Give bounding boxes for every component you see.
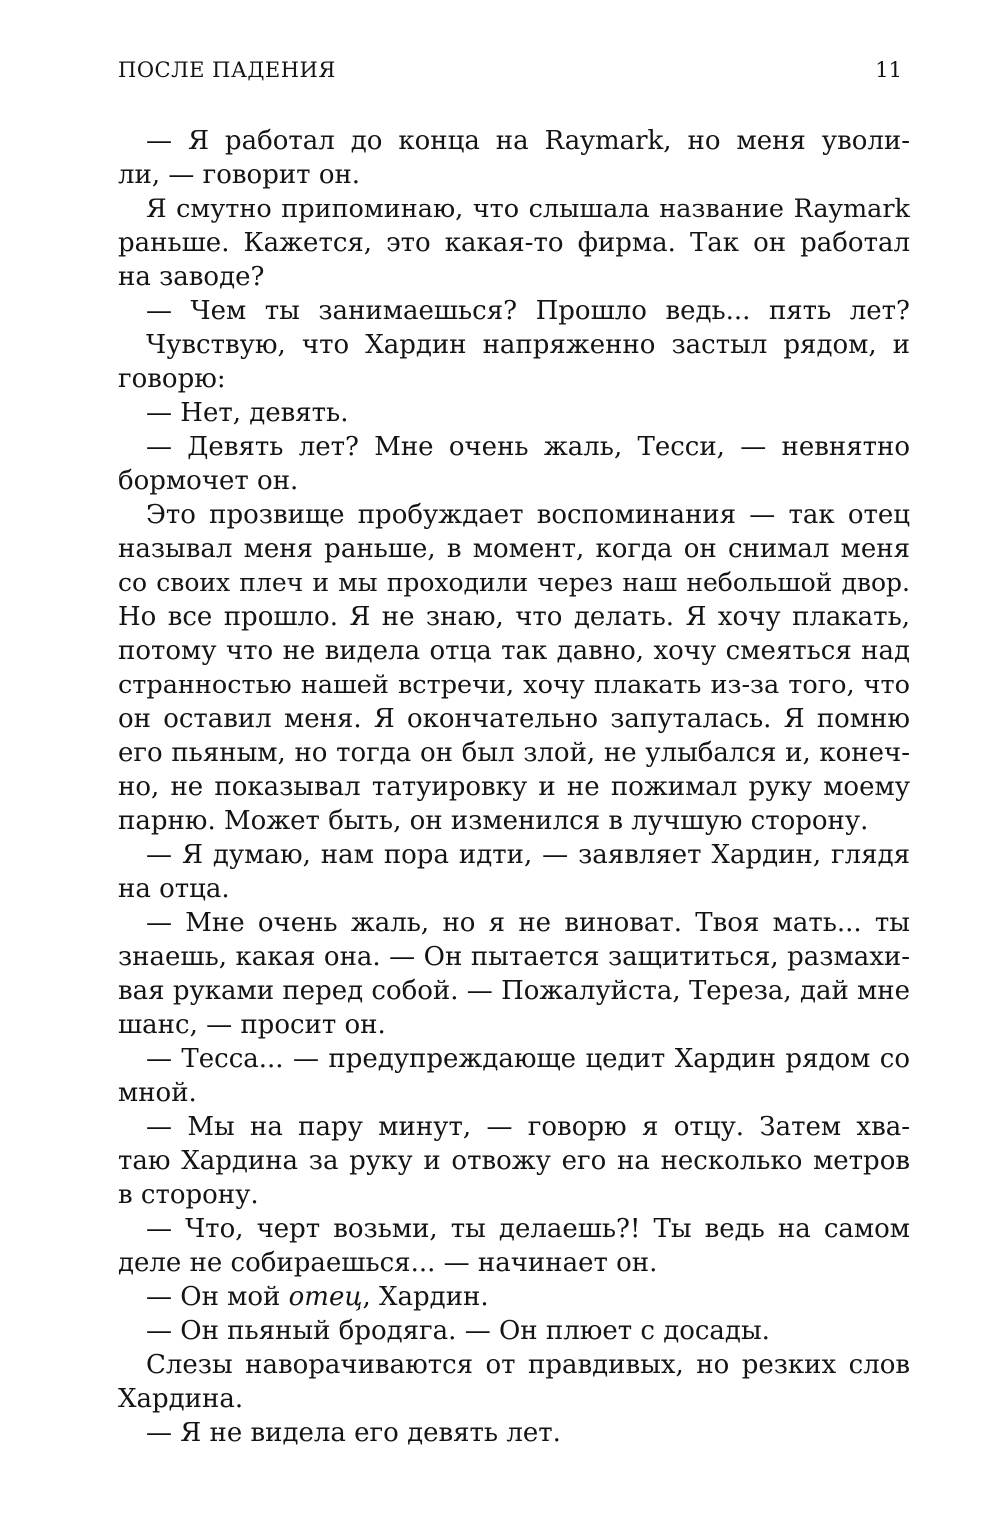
text-line: Чувствую, что Хардин напряженно застыл рядом, и — [146, 330, 910, 360]
text-line — [118, 1280, 910, 1314]
text-line: Слезы наворачиваются от правдивых, но резких слов — [146, 1350, 910, 1380]
text-line: в сторону. — [118, 1180, 259, 1210]
text-line: на заводе? — [118, 262, 265, 292]
text-line: — Мне очень жаль, но я не виноват. Твоя мать... ты — [146, 908, 910, 938]
running-head — [118, 58, 910, 88]
text-line: знаешь, какая она. — Он пытается защититься, размахи- — [118, 942, 910, 972]
text-line: он оставил меня. Я окончательно запуталась. Я помню — [118, 704, 910, 734]
text-line: но, не показывал татуировку и не пожимал руку моему — [118, 772, 910, 802]
text-line: мной. — [118, 1078, 197, 1108]
text-run: , Хардин. — [362, 1282, 489, 1312]
text-line: раньше. Кажется, это какая-то фирма. Так он работал — [118, 228, 910, 258]
text-line: — Чем ты занимаешься? Прошло ведь... пять лет? — [146, 296, 910, 326]
body-text — [118, 124, 910, 1450]
page-number: 11 — [875, 58, 902, 82]
text-line: — Я работал до конца на Raymark, но меня уволи- — [146, 126, 910, 156]
text-line: Я смутно припоминаю, что слышала название Raymark — [146, 194, 910, 224]
text-line: говорю: — [118, 364, 226, 394]
text-line: таю Хардина за руку и отвожу его на несколько метров — [118, 1146, 910, 1176]
text-line: — Что, черт возьми, ты делаешь?! Ты ведь на самом — [146, 1214, 910, 1244]
text-line: ли, — говорит он. — [118, 160, 361, 190]
text-line: — Тесса... — предупреждающе цедит Хардин рядом со — [146, 1044, 910, 1074]
text-line: странностью нашей встречи, хочу плакать из-за того, что — [118, 670, 910, 700]
text-line: — Нет, девять. — [146, 398, 349, 428]
text-line: его пьяным, но тогда он был злой, не улыбался и, конеч- — [118, 738, 910, 768]
text-line: на отца. — [118, 874, 230, 904]
text-run: — Он мой — [146, 1282, 289, 1312]
text-line: Это прозвище пробуждает воспоминания — так отец — [146, 500, 910, 530]
text-line: бормочет он. — [118, 466, 299, 496]
text-line: — Я думаю, нам пора идти, — заявляет Хардин, глядя — [146, 840, 910, 870]
text-line: — Мы на пару минут, — говорю я отцу. Затем хва- — [146, 1112, 910, 1142]
text-line: вая руками перед собой. — Пожалуйста, Тереза, дай мне — [118, 976, 910, 1006]
text-line: — Он пьяный бродяга. — Он плюет с досады. — [146, 1316, 770, 1346]
text-line: потому что не видела отца так давно, хочу смеяться над — [118, 636, 910, 666]
running-title: ПОСЛЕ ПАДЕНИЯ — [118, 58, 336, 82]
text-line: шанс, — просит он. — [118, 1010, 386, 1040]
text-line: деле не собираешься... — начинает он. — [118, 1248, 658, 1278]
text-line: Хардина. — [118, 1384, 244, 1414]
text-line: Но все прошло. Я не знаю, что делать. Я хочу плакать, — [118, 602, 910, 632]
text-line: — Девять лет? Мне очень жаль, Тесси, — невнятно — [146, 432, 910, 462]
italic-emphasis: отец — [288, 1282, 363, 1312]
text-line: называл меня раньше, в момент, когда он снимал меня — [118, 534, 910, 564]
text-line: парню. Может быть, он изменился в лучшую сторону. — [118, 806, 869, 836]
text-line: со своих плеч и мы проходили через наш небольшой двор. — [118, 568, 910, 597]
text-line: — Я не видела его девять лет. — [146, 1418, 561, 1448]
